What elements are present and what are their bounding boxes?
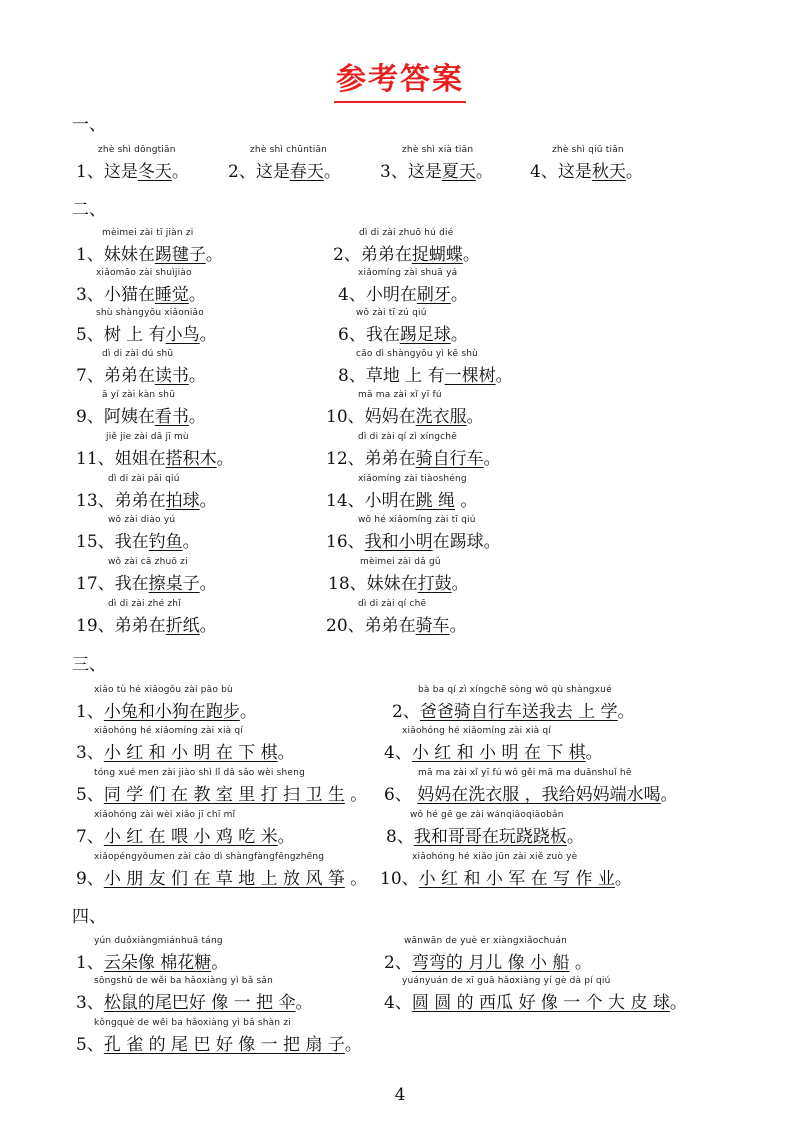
- pinyin: wǒ zài tī zú qiú: [356, 308, 427, 318]
- answer-prefix: 7、: [76, 827, 104, 847]
- answer-underlined: 钓鱼: [148, 532, 183, 552]
- answer-prefix: 3、: [76, 993, 104, 1013]
- pinyin: yuányuán de xī guā hǎoxiàng yí gè dà pí qiú: [402, 976, 611, 986]
- pinyin: kǒngquè de wěi ba hǎoxiàng yì bǎ shàn zi: [94, 1018, 291, 1028]
- answer-prefix: 17、我在: [76, 574, 149, 594]
- pinyin: xiǎomāo zài shuìjiào: [96, 268, 192, 278]
- answer-underlined: 踢毽子: [154, 245, 206, 265]
- answer-suffix: 。: [199, 616, 217, 636]
- section-heading-3: 三、: [72, 655, 106, 675]
- pinyin: sōngshǔ de wěi ba hǎoxiàng yì bǎ sǎn: [94, 976, 273, 986]
- answer-suffix: 在踢球。: [432, 532, 501, 552]
- answer-suffix: 。: [625, 162, 643, 182]
- section-heading-1: 一、: [72, 115, 106, 135]
- answer-underlined: 洗衣服: [415, 407, 467, 427]
- answer-suffix: 。: [277, 743, 295, 763]
- answer-suffix: 。: [199, 491, 217, 511]
- answer-prefix: 11、姐姐在: [76, 449, 166, 469]
- answer-underlined: 折纸: [165, 616, 200, 636]
- answer-prefix: 4、: [384, 743, 412, 763]
- answer-underlined: 同 学 们 在 教 室 里 打 扫 卫 生: [103, 785, 345, 805]
- answer-suffix: 。: [323, 162, 341, 182]
- answer-suffix: 。: [171, 162, 189, 182]
- answer-suffix: 。: [216, 449, 234, 469]
- pinyin: bà ba qí zì xíngchē sòng wǒ qù shàngxué: [418, 685, 612, 695]
- answer-prefix: 5、: [76, 1035, 104, 1055]
- answer-prefix: 2、弟弟在: [333, 245, 412, 265]
- pinyin: wǒ hé gē ge zài wánqiāoqiāobǎn: [410, 810, 564, 820]
- answer-suffix: 。: [344, 1035, 362, 1055]
- answer-prefix: 4、这是: [530, 162, 592, 182]
- answer-suffix: 。: [344, 785, 368, 805]
- answer-prefix: 12、弟弟在: [326, 449, 416, 469]
- answer-underlined: 看书: [154, 407, 189, 427]
- pinyin: yún duǒxiàngmiánhuā táng: [94, 936, 223, 946]
- answer-prefix: 8、草地 上 有: [338, 366, 445, 386]
- pinyin: mā ma zài xǐ yī fú: [358, 390, 442, 400]
- answer-underlined: 秋天: [591, 162, 626, 182]
- answer-underlined: 小鸟: [165, 325, 200, 345]
- answer-suffix: 。: [585, 743, 603, 763]
- answer-underlined: 打鼓: [417, 574, 452, 594]
- answer-prefix: 16、: [326, 532, 365, 552]
- answer-prefix: 4、小明在: [338, 285, 417, 305]
- answer-underlined: 冬天: [137, 162, 172, 182]
- answer-underlined: 松鼠的尾巴好 像 一 把 伞: [103, 993, 296, 1013]
- answer-underlined: 小兔和小狗在跑步: [103, 702, 240, 722]
- answer-suffix: 。: [569, 953, 592, 973]
- pinyin: dì di zài qí zì xíngchē: [358, 432, 457, 442]
- answer-underlined: 我和小明: [364, 532, 433, 552]
- answer-prefix: 13、弟弟在: [76, 491, 166, 511]
- answer-prefix: 2、这是: [228, 162, 290, 182]
- answer-underlined: 拍球: [165, 491, 200, 511]
- answer-prefix: 1、妹妹在: [76, 245, 155, 265]
- answer-prefix: 9、: [76, 869, 104, 889]
- answer-underlined: 捉蝴蝶: [411, 245, 463, 265]
- pinyin: xiǎohóng hé xiǎomíng zài xià qí: [94, 726, 244, 736]
- answer-suffix: 。: [199, 325, 217, 345]
- answer-suffix: 。: [450, 325, 468, 345]
- pinyin: mā ma zài xǐ yī fú wǒ gěi mā ma duānshuǐ hē: [418, 768, 632, 778]
- answer-underlined: 骑车: [415, 616, 450, 636]
- answer-prefix: 1、: [76, 953, 104, 973]
- pinyin: dì di zài pāi qiú: [108, 474, 180, 484]
- answer-underlined: 读书: [154, 366, 189, 386]
- answer-prefix: 18、妹妹在: [328, 574, 418, 594]
- answer-prefix: 14、小明在: [326, 491, 416, 511]
- answer-suffix: 。: [239, 702, 257, 722]
- answer-suffix: 。: [451, 574, 469, 594]
- answer-suffix: 。: [344, 869, 368, 889]
- answer-suffix: 。: [455, 491, 478, 511]
- answer-prefix: 3、小猫在: [76, 285, 155, 305]
- pinyin: dì di zài dú shū: [102, 349, 174, 359]
- answer-suffix: 。: [483, 449, 501, 469]
- answer-suffix: 。: [660, 785, 678, 805]
- answer-prefix: 9、阿姨在: [76, 407, 155, 427]
- answer-prefix: 19、弟弟在: [76, 616, 166, 636]
- answer-prefix: 1、这是: [76, 162, 138, 182]
- pinyin: mèimei zài dǎ gǔ: [360, 557, 441, 567]
- pinyin: xiǎo tù hé xiǎogǒu zài pǎo bù: [94, 685, 233, 695]
- answer-prefix: 15、我在: [76, 532, 149, 552]
- answer-prefix: 1、: [76, 702, 104, 722]
- answer-suffix: 。: [182, 532, 200, 552]
- pinyin: xiǎomíng zài tiàoshéng: [358, 474, 467, 484]
- pinyin: xiǎopéngyǒumen zài cǎo dì shàngfàngfēngzhēng: [94, 852, 325, 862]
- answer-suffix: 。: [295, 993, 313, 1013]
- answer-underlined: 刷牙: [416, 285, 451, 305]
- answer-prefix: 6、: [384, 785, 418, 805]
- pinyin: dì di zài zhuō hú dié: [359, 228, 454, 238]
- pinyin: cǎo dì shàngyǒu yì kē shù: [356, 349, 479, 359]
- answer-suffix: 。: [188, 285, 206, 305]
- pinyin: xiǎohóng hé xiǎomíng zài xià qí: [402, 726, 552, 736]
- pinyin: zhè shì dōngtiān: [98, 145, 176, 155]
- pinyin: xiǎohóng hé xiǎo jūn zài xiě zuò yè: [412, 852, 578, 862]
- answer-prefix: 5、: [76, 785, 104, 805]
- pinyin: zhè shì xià tiān: [402, 145, 474, 155]
- answer-prefix: 3、这是: [380, 162, 442, 182]
- answer-underlined: 圆 圆 的 西瓜 好 像 一 个 大 皮 球: [411, 993, 670, 1013]
- pinyin: xiǎohóng zài wèi xiǎo jī chī mǐ: [94, 810, 236, 820]
- answer-prefix: 5、树 上 有: [76, 325, 166, 345]
- answer-suffix: 。: [205, 245, 223, 265]
- answer-suffix: 。: [188, 366, 206, 386]
- answer-prefix: 10、妈妈在: [326, 407, 416, 427]
- answer-prefix: 2、: [384, 953, 412, 973]
- answer-underlined: 妈妈在洗衣服 ，我给妈妈端水喝: [417, 785, 661, 805]
- answer-prefix: 20、弟弟在: [326, 616, 416, 636]
- answer-suffix: 。: [449, 616, 467, 636]
- answer-underlined: 踢足球: [399, 325, 451, 345]
- page-title: 参考答案: [0, 54, 800, 98]
- answer-suffix: 。: [450, 285, 468, 305]
- answer-underlined: 我和哥哥在玩跷跷板: [413, 827, 567, 847]
- answer-prefix: 6、我在: [338, 325, 400, 345]
- answer-prefix: 2、: [392, 702, 420, 722]
- answer-underlined: 云朵像 棉花糖: [103, 953, 212, 973]
- answer-underlined: 小 红 和 小 明 在 下 棋: [411, 743, 586, 763]
- answer-prefix: 3、: [76, 743, 104, 763]
- answer-underlined: 一棵树: [444, 366, 496, 386]
- pinyin: shù shàngyǒu xiǎoniǎo: [96, 308, 204, 318]
- answer-suffix: 。: [669, 993, 687, 1013]
- pinyin: wǒ hé xiǎomíng zài tī qiú: [358, 515, 476, 525]
- answer-suffix: 。: [475, 162, 493, 182]
- answer-underlined: 骑自行车: [415, 449, 484, 469]
- pinyin: zhè shì qiū tiān: [552, 145, 624, 155]
- answer-suffix: 。: [617, 702, 635, 722]
- answer-underlined: 夏天: [441, 162, 476, 182]
- answer-suffix: 。: [614, 869, 632, 889]
- answer-underlined: 小 红 和 小 军 在 写 作 业: [418, 869, 615, 889]
- answer-underlined: 小 红 和 小 明 在 下 棋: [103, 743, 278, 763]
- page-number: 4: [394, 1085, 406, 1105]
- answer-prefix: 4、: [384, 993, 412, 1013]
- answer-underlined: 搭积木: [165, 449, 217, 469]
- answer-suffix: 。: [188, 407, 206, 427]
- answer-underlined: 擦桌子: [148, 574, 200, 594]
- answer-underlined: 弯弯的 月儿 像 小 船: [411, 953, 570, 973]
- pinyin: wǒ zài diào yú: [108, 515, 176, 525]
- pinyin: wǒ zài cā zhuō zi: [108, 557, 188, 567]
- answer-underlined: 孔 雀 的 尾 巴 好 像 一 把 扇 子: [103, 1035, 345, 1055]
- pinyin: dì di zài zhé zhǐ: [108, 599, 181, 609]
- answer-suffix: 。: [495, 366, 513, 386]
- pinyin: mèimei zài tī jiàn zi: [102, 228, 194, 238]
- section-heading-2: 二、: [72, 200, 106, 220]
- section-heading-4: 四、: [72, 907, 106, 927]
- answer-suffix: 。: [277, 827, 295, 847]
- answer-underlined: 小 红 在 喂 小 鸡 吃 米: [103, 827, 278, 847]
- answer-suffix: 。: [466, 407, 484, 427]
- answer-suffix: 。: [199, 574, 217, 594]
- answer-suffix: 。: [211, 953, 229, 973]
- answer-underlined: 小 朋 友 们 在 草 地 上 放 风 筝: [103, 869, 345, 889]
- pinyin: ā yí zài kàn shū: [102, 390, 176, 400]
- answer-suffix: 。: [462, 245, 480, 265]
- pinyin: zhè shì chūntiān: [250, 145, 328, 155]
- answer-prefix: 8、: [386, 827, 414, 847]
- pinyin: jiě jie zài dā jī mù: [106, 432, 189, 442]
- answer-suffix: 。: [566, 827, 584, 847]
- answer-prefix: 7、弟弟在: [76, 366, 155, 386]
- pinyin: wānwān de yuè er xiàngxiǎochuán: [404, 936, 568, 946]
- pinyin: tóng xué men zài jiào shì lǐ dǎ sǎo wèi sheng: [94, 768, 305, 778]
- answer-prefix: 10、: [380, 869, 419, 889]
- pinyin: dì di zài qí chē: [358, 599, 427, 609]
- answer-underlined: 春天: [289, 162, 324, 182]
- answer-underlined: 爸爸骑自行车送我去 上 学: [419, 702, 618, 722]
- answer-underlined: 睡觉: [154, 285, 189, 305]
- answer-underlined: 跳 绳: [415, 491, 456, 511]
- pinyin: xiǎomíng zài shuā yá: [358, 268, 458, 278]
